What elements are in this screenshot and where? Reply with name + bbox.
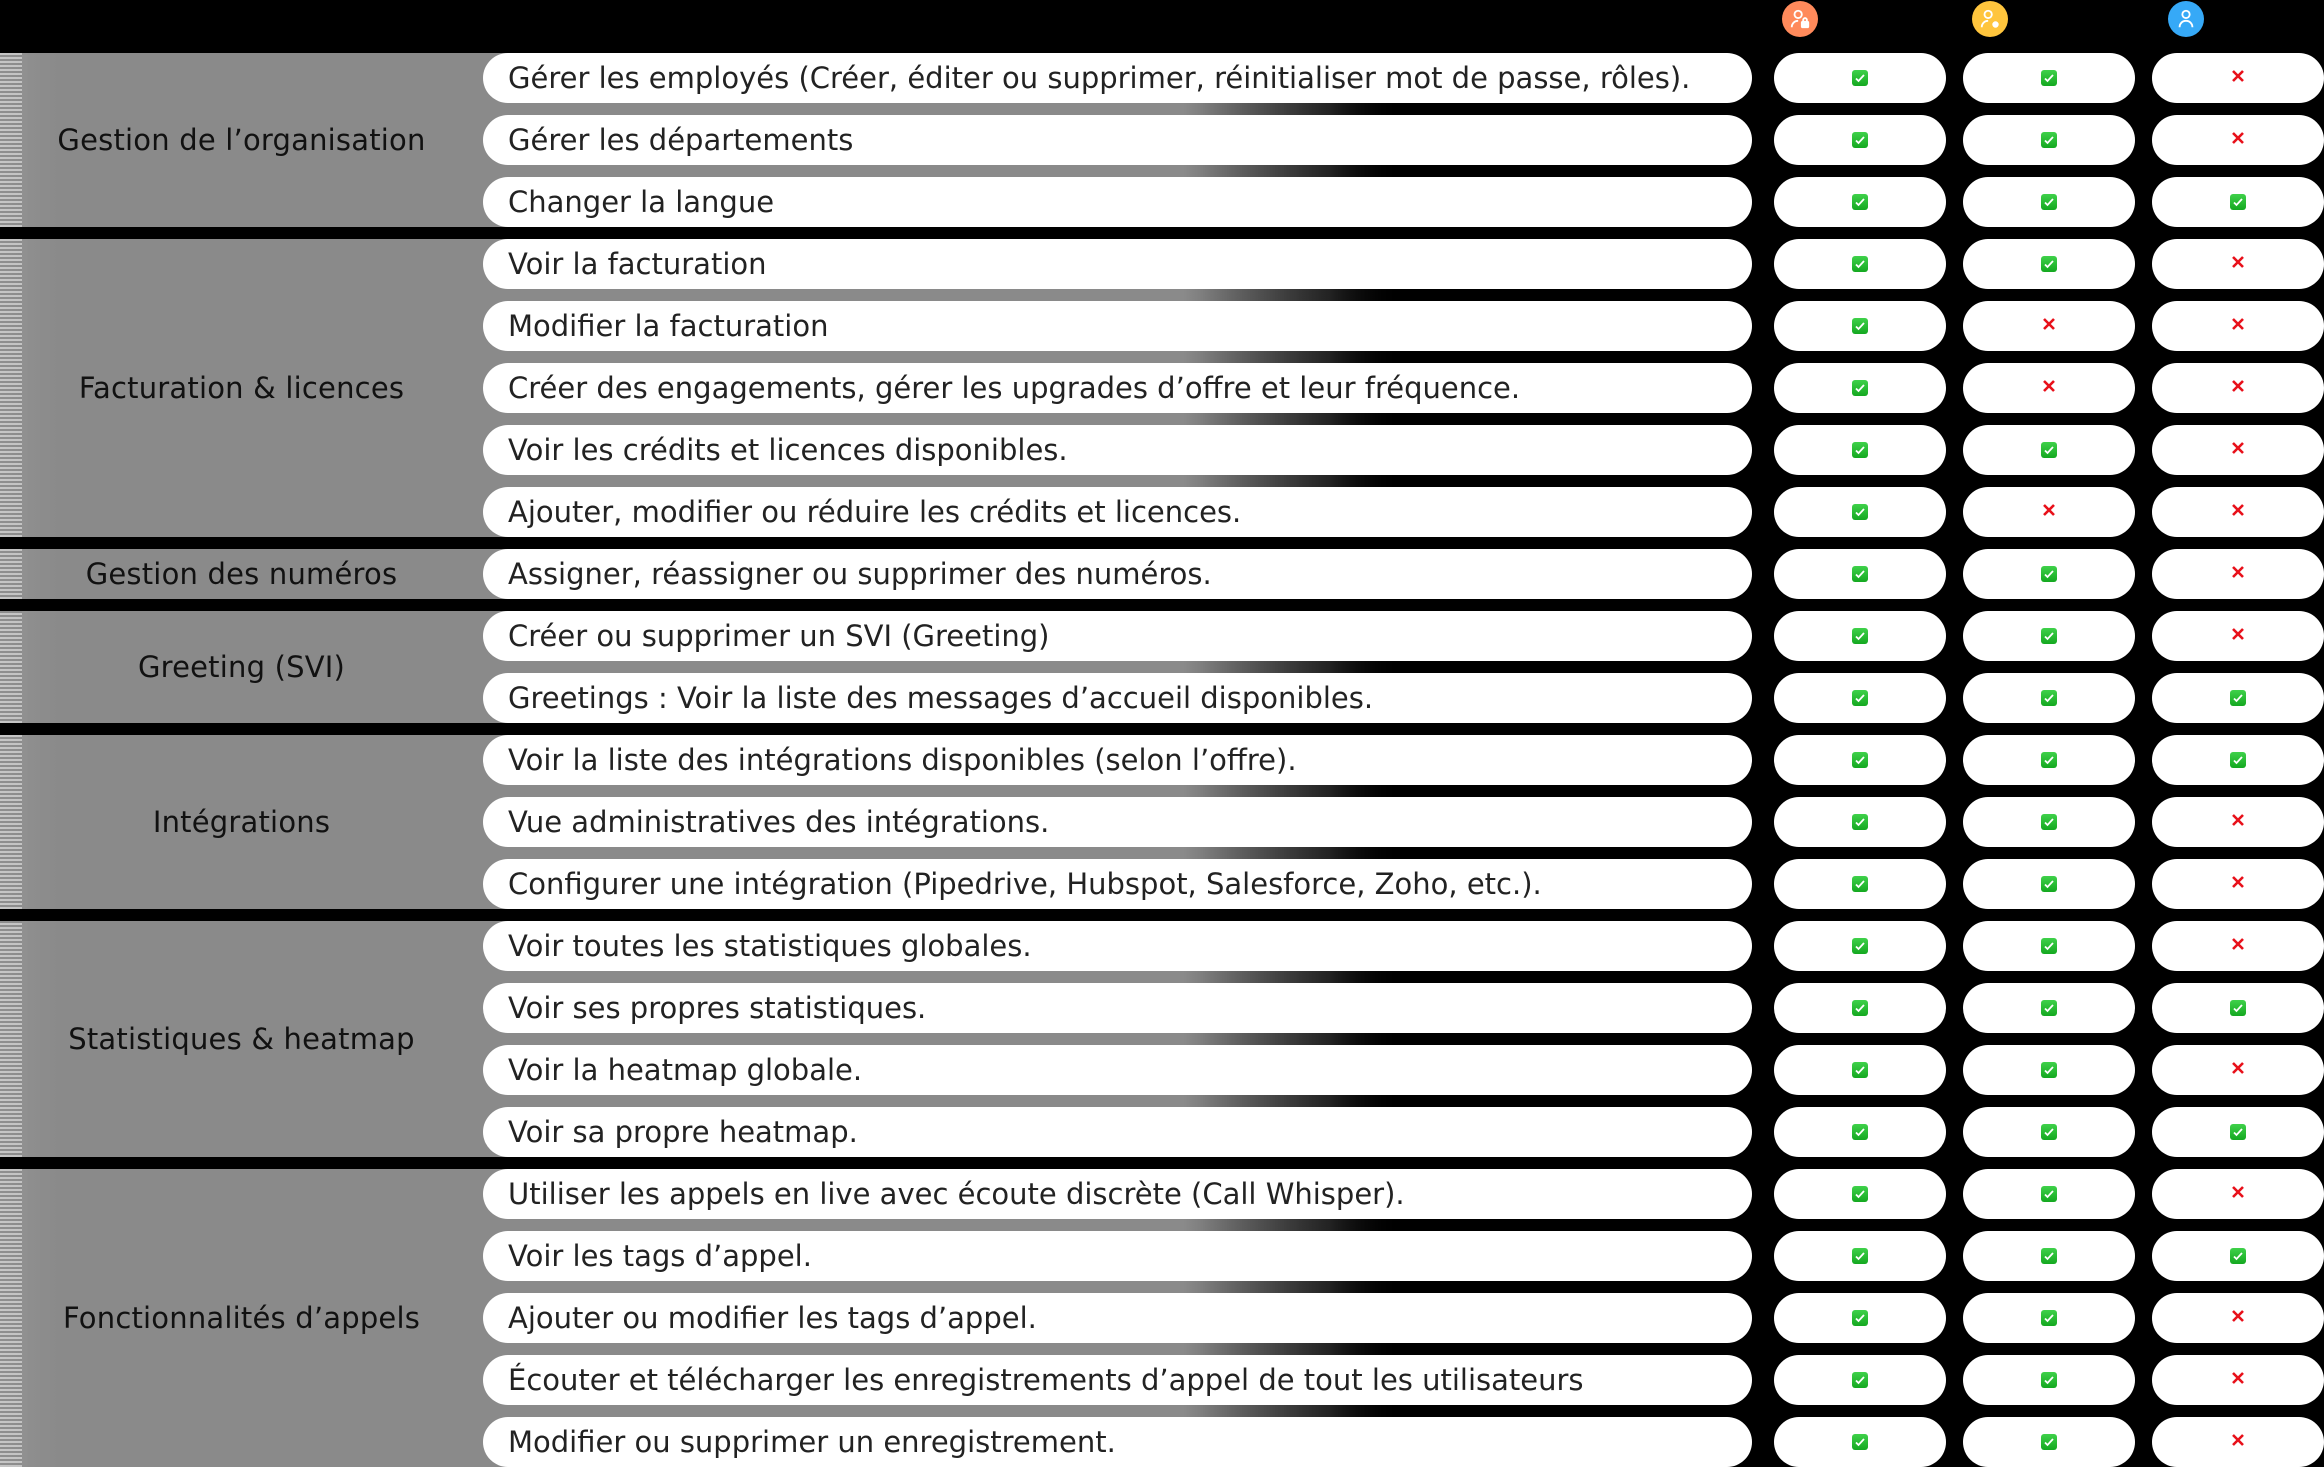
permission-cell-manager [1963,611,2135,661]
permission-cell-admin [1774,921,1946,971]
permission-cell-manager [1963,177,2135,227]
row-gap [483,413,1400,425]
check-icon [2041,752,2057,768]
check-icon [2041,256,2057,272]
user-icon [2168,1,2204,37]
permission-cell-admin [1774,301,1946,351]
permission-cell-admin [1774,1045,1946,1095]
check-icon [1852,814,1868,830]
permission-row-label: Ajouter, modifier ou réduire les crédits et licences. [483,487,1752,537]
group-label: Greeting (SVI) [137,650,346,684]
row-gap [483,971,1400,983]
check-icon [2230,690,2246,706]
check-icon [1852,938,1868,954]
cross-icon [2230,68,2246,88]
cross-icon [2230,1060,2246,1080]
permission-cell-admin [1774,425,1946,475]
check-icon [2041,876,2057,892]
cross-icon [2230,812,2246,832]
cross-icon [2041,378,2057,398]
permission-cell-user [2152,611,2324,661]
permission-cell-manager [1963,1107,2135,1157]
check-icon [1852,1372,1868,1388]
permission-cell-admin [1774,1169,1946,1219]
permission-cell-user [2152,549,2324,599]
check-icon [1852,752,1868,768]
check-icon [1852,566,1868,582]
permission-cell-admin [1774,1231,1946,1281]
group-label: Fonctionnalités d’appels [62,1301,421,1335]
cross-icon [2041,316,2057,336]
permission-cell-manager [1963,487,2135,537]
check-icon [1852,1248,1868,1264]
cross-icon [2230,874,2246,894]
permission-cell-user [2152,1355,2324,1405]
row-gap [483,289,1400,301]
check-icon [1852,1124,1868,1140]
check-icon [1852,1062,1868,1078]
permission-cell-manager [1963,735,2135,785]
check-icon [1852,380,1868,396]
permission-cell-admin [1774,487,1946,537]
check-icon [2041,132,2057,148]
row-gap [483,661,1400,673]
permission-cell-user [2152,239,2324,289]
permission-cell-admin [1774,735,1946,785]
check-icon [1852,1310,1868,1326]
row-gap [483,351,1400,363]
user-lock-icon [1782,1,1818,37]
cross-icon [2230,1432,2246,1452]
group-label: Statistiques & heatmap [68,1022,415,1056]
cross-icon [2230,1308,2246,1328]
check-icon [2041,938,2057,954]
check-icon [2041,194,2057,210]
check-icon [2230,1124,2246,1140]
cross-icon [2230,936,2246,956]
permission-cell-admin [1774,363,1946,413]
permission-cell-user [2152,983,2324,1033]
check-icon [2041,1000,2057,1016]
permission-row-label: Voir les tags d’appel. [483,1231,1752,1281]
permission-row-label: Voir la liste des intégrations disponibles (selon l’offre). [483,735,1752,785]
permission-cell-admin [1774,1355,1946,1405]
permission-cell-admin [1774,859,1946,909]
permission-cell-user [2152,115,2324,165]
permission-cell-manager [1963,239,2135,289]
check-icon [1852,690,1868,706]
permission-cell-manager [1963,53,2135,103]
permission-cell-manager [1963,921,2135,971]
cross-icon [2230,254,2246,274]
check-icon [1852,876,1868,892]
cross-icon [2230,316,2246,336]
check-icon [2230,752,2246,768]
permission-cell-admin [1774,239,1946,289]
cross-icon [2230,564,2246,584]
permission-row-label: Utiliser les appels en live avec écoute discrète (Call Whisper). [483,1169,1752,1219]
permission-row-label: Modifier ou supprimer un enregistrement. [483,1417,1752,1467]
row-gap [483,1033,1400,1045]
check-icon [1852,318,1868,334]
permission-cell-admin [1774,1417,1946,1467]
check-icon [2230,1248,2246,1264]
row-gap [483,475,1400,487]
check-icon [1852,1000,1868,1016]
check-icon [2041,814,2057,830]
permission-cell-user [2152,1293,2324,1343]
cross-icon [2230,1184,2246,1204]
check-icon [2041,442,2057,458]
row-gap [483,1405,1400,1417]
permission-cell-manager [1963,1169,2135,1219]
permission-cell-user [2152,735,2324,785]
cross-icon [2230,1370,2246,1390]
permission-row-label: Voir la facturation [483,239,1752,289]
permission-cell-user [2152,797,2324,847]
cross-icon [2230,440,2246,460]
permission-cell-user [2152,859,2324,909]
permission-cell-user [2152,1045,2324,1095]
check-icon [2041,1248,2057,1264]
permission-row-label: Configurer une intégration (Pipedrive, Hubspot, Salesforce, Zoho, etc.). [483,859,1752,909]
permission-cell-user [2152,1107,2324,1157]
check-icon [2041,1310,2057,1326]
permission-cell-admin [1774,797,1946,847]
check-icon [2041,690,2057,706]
row-gap [483,103,1400,115]
permission-row-label: Voir la heatmap globale. [483,1045,1752,1095]
row-gap [483,847,1400,859]
permission-cell-manager [1963,1231,2135,1281]
permission-cell-manager [1963,1045,2135,1095]
permission-cell-manager [1963,1417,2135,1467]
check-icon [1852,194,1868,210]
permission-cell-admin [1774,611,1946,661]
permission-row-label: Voir sa propre heatmap. [483,1107,1752,1157]
permission-cell-user [2152,673,2324,723]
cross-icon [2230,378,2246,398]
check-icon [1852,504,1868,520]
permission-row-label: Vue administratives des intégrations. [483,797,1752,847]
permission-cell-user [2152,1169,2324,1219]
permission-cell-admin [1774,115,1946,165]
permission-cell-admin [1774,983,1946,1033]
check-icon [1852,1186,1868,1202]
permission-cell-user [2152,301,2324,351]
permission-row-label: Voir les crédits et licences disponibles. [483,425,1752,475]
row-gap [483,1095,1400,1107]
check-icon [2041,1124,2057,1140]
permission-cell-user [2152,487,2324,537]
row-gap [483,1219,1400,1231]
row-gap [483,785,1400,797]
permission-cell-manager [1963,673,2135,723]
permission-cell-manager [1963,1293,2135,1343]
permission-row-label: Écouter et télécharger les enregistrements d’appel de tout les utilisateurs [483,1355,1752,1405]
permission-cell-manager [1963,115,2135,165]
permission-cell-user [2152,1231,2324,1281]
check-icon [1852,70,1868,86]
permission-row-label: Créer ou supprimer un SVI (Greeting) [483,611,1752,661]
permission-cell-admin [1774,549,1946,599]
permission-cell-user [2152,1417,2324,1467]
check-icon [1852,256,1868,272]
cross-icon [2230,130,2246,150]
permission-cell-user [2152,425,2324,475]
check-icon [1852,1434,1868,1450]
permission-cell-user [2152,177,2324,227]
group-label: Facturation & licences [78,371,405,405]
permission-cell-manager [1963,1355,2135,1405]
check-icon [2041,628,2057,644]
group-label: Gestion de l’organisation [57,123,426,157]
permission-cell-manager [1963,797,2135,847]
permission-cell-user [2152,363,2324,413]
cross-icon [2041,502,2057,522]
check-icon [2230,194,2246,210]
permission-row-label: Modifier la facturation [483,301,1752,351]
check-icon [2041,1062,2057,1078]
permission-cell-admin [1774,1107,1946,1157]
permission-cell-admin [1774,673,1946,723]
row-gap [483,1343,1400,1355]
cross-icon [2230,502,2246,522]
permission-row-label: Voir toutes les statistiques globales. [483,921,1752,971]
check-icon [2041,566,2057,582]
permission-row-label: Gérer les employés (Créer, éditer ou supprimer, réinitialiser mot de passe, rôles). [483,53,1752,103]
permission-row-label: Créer des engagements, gérer les upgrades d’offre et leur fréquence. [483,363,1752,413]
permission-row-label: Voir ses propres statistiques. [483,983,1752,1033]
check-icon [2041,1434,2057,1450]
row-gap [483,1281,1400,1293]
permission-cell-user [2152,53,2324,103]
check-icon [2041,1372,2057,1388]
check-icon [2230,1000,2246,1016]
cross-icon [2230,626,2246,646]
permission-cell-manager [1963,983,2135,1033]
header [0,0,2324,53]
permission-row-label: Ajouter ou modifier les tags d’appel. [483,1293,1752,1343]
permission-row-label: Gérer les départements [483,115,1752,165]
permission-row-label: Changer la langue [483,177,1752,227]
check-icon [1852,132,1868,148]
check-icon [1852,442,1868,458]
permission-row-label: Assigner, réassigner ou supprimer des numéros. [483,549,1752,599]
permission-cell-manager [1963,363,2135,413]
group-label: Gestion des numéros [85,557,398,591]
permission-row-label: Greetings : Voir la liste des messages d’accueil disponibles. [483,673,1752,723]
permission-cell-manager [1963,549,2135,599]
check-icon [1852,628,1868,644]
permission-cell-admin [1774,1293,1946,1343]
row-gap [483,165,1400,177]
permission-cell-manager [1963,301,2135,351]
permission-cell-user [2152,921,2324,971]
check-icon [2041,1186,2057,1202]
user-gear-icon [1972,1,2008,37]
check-icon [2041,70,2057,86]
permission-cell-manager [1963,859,2135,909]
group-label: Intégrations [152,805,331,839]
permission-cell-admin [1774,53,1946,103]
permission-cell-admin [1774,177,1946,227]
permission-cell-manager [1963,425,2135,475]
